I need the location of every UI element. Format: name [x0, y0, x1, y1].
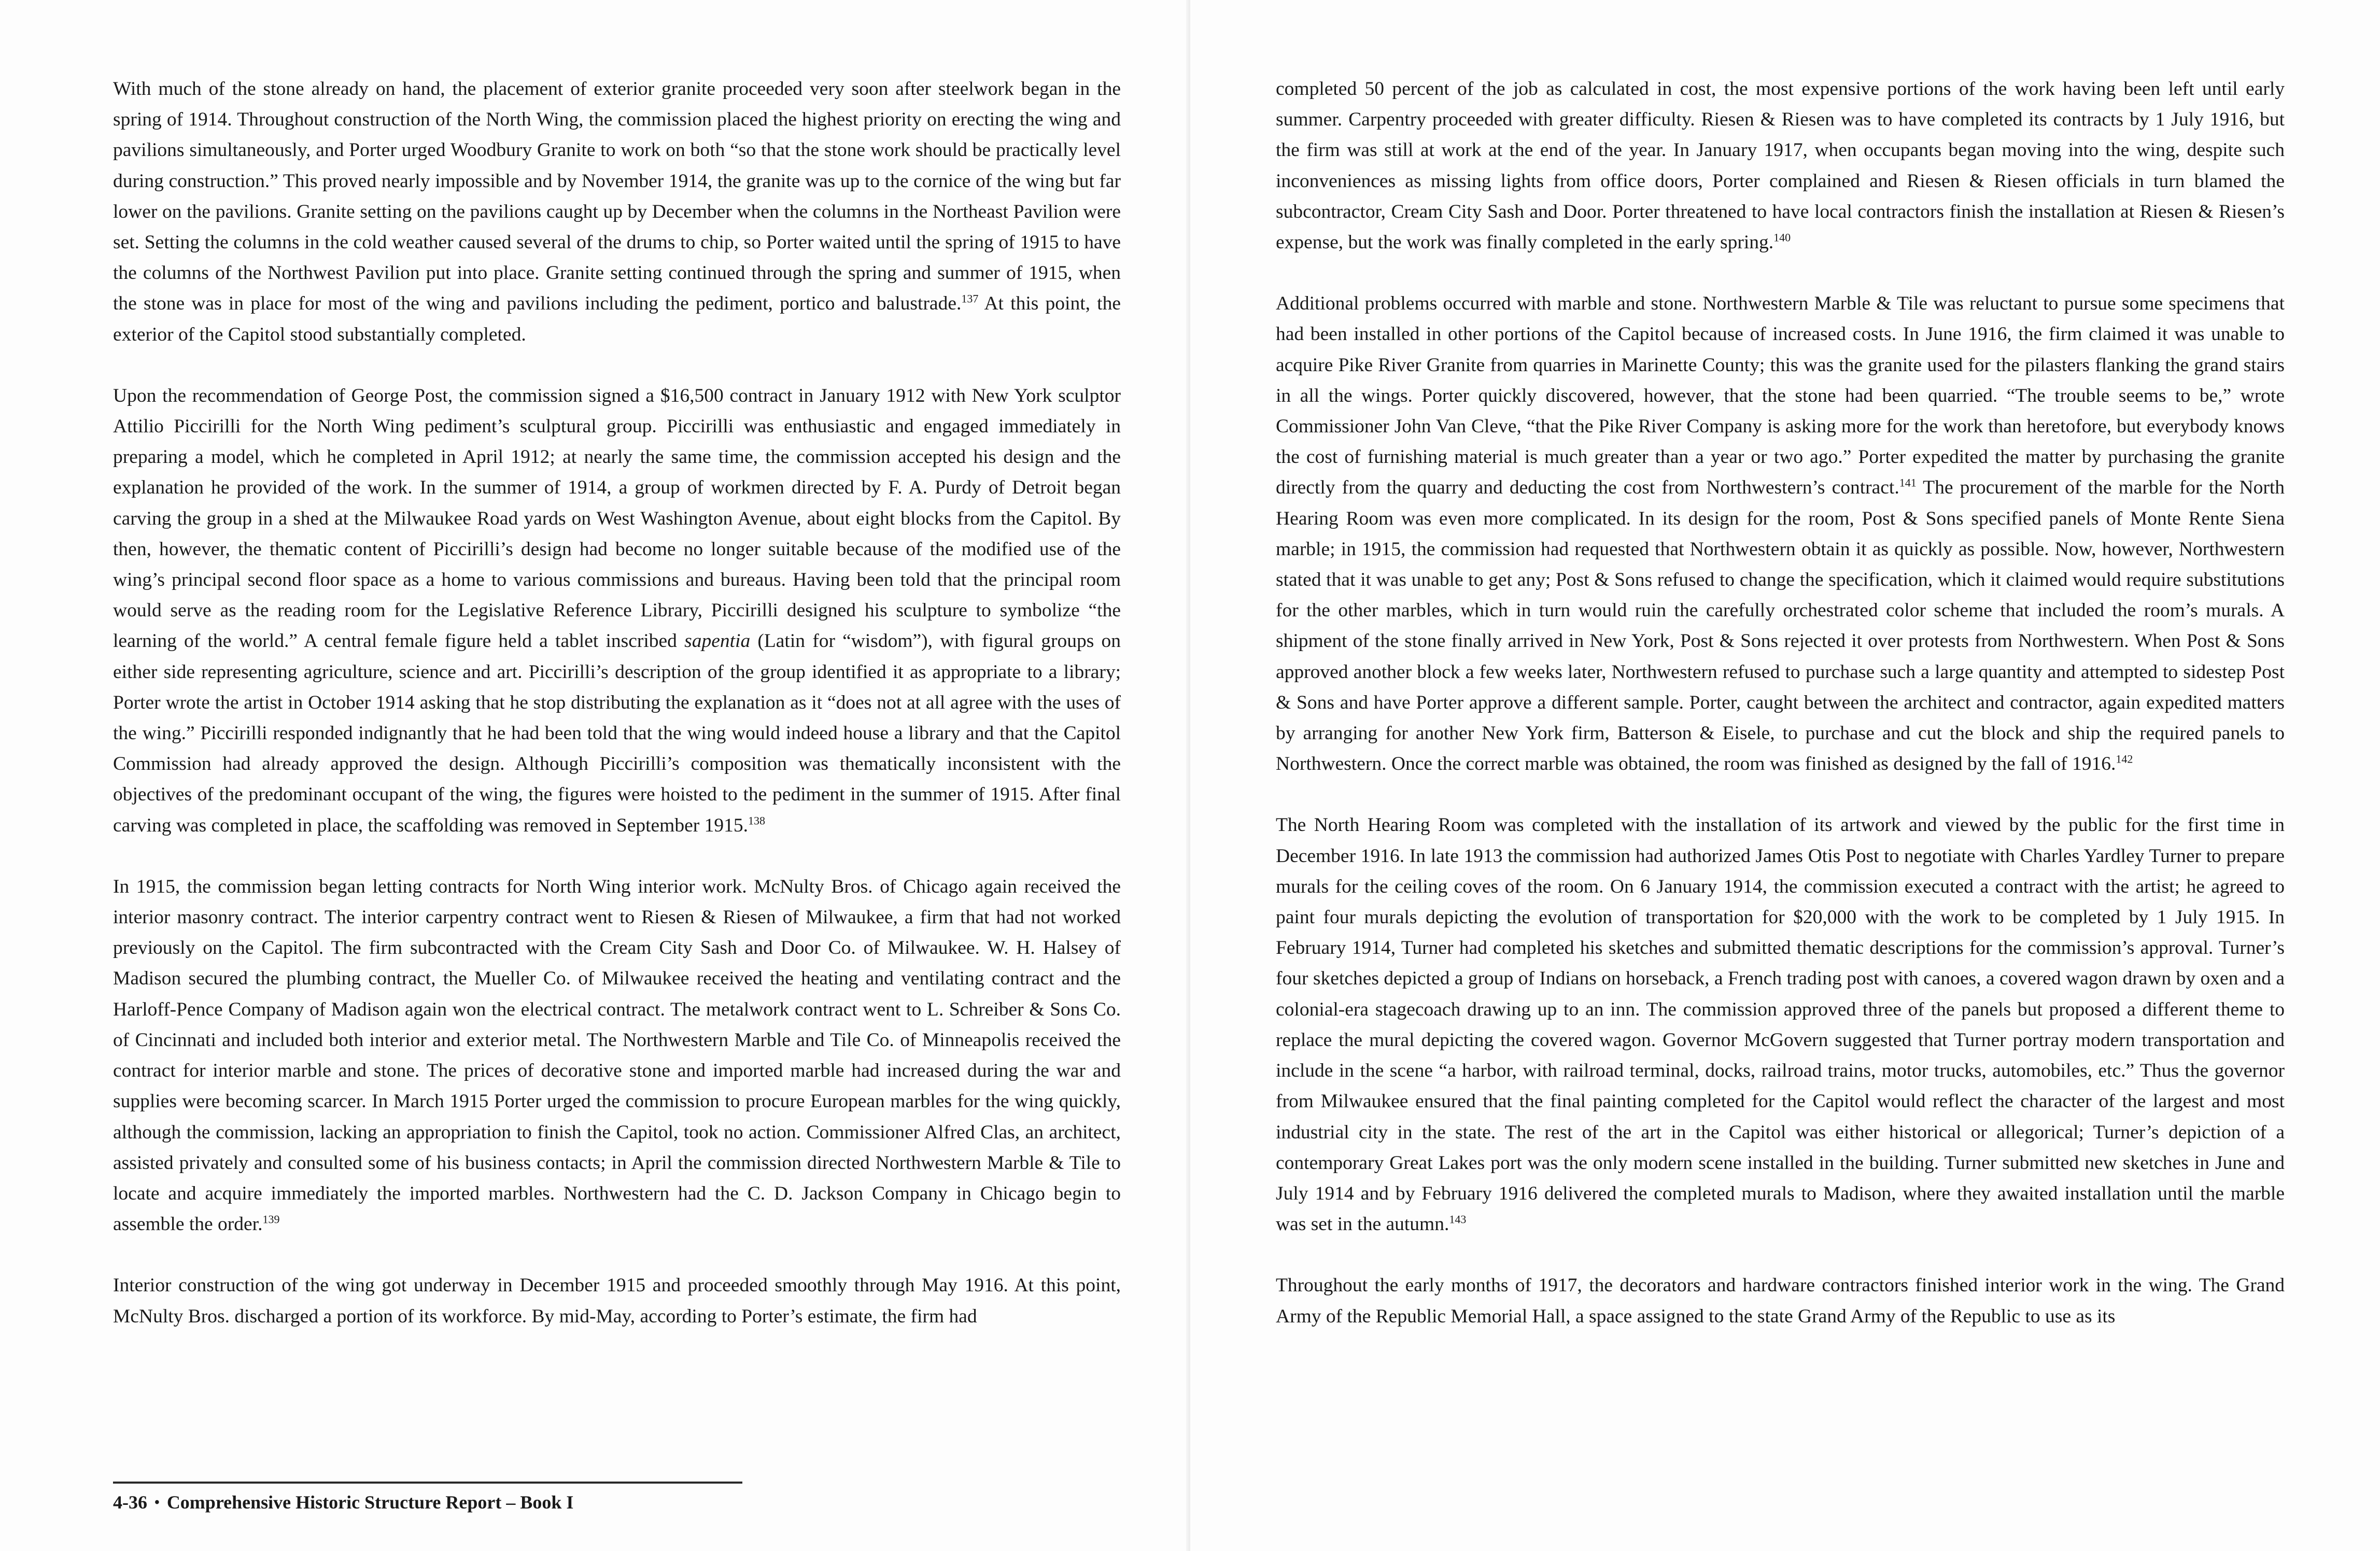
paragraph-memorial-hall: Throughout the early months of 1917, the decorators and hardware contractors finished interior work in the wing. The Grand Army of the Republic Memorial Hall, a space assigned to the state Grand Army of the Republic to use as its — [1276, 1275, 2285, 1327]
footer-rule — [113, 1482, 742, 1484]
footer-bullet: • — [154, 1494, 160, 1511]
footnote-ref-140: 140 — [1773, 231, 1791, 244]
paragraph-interior-contracts: In 1915, the commission began letting contracts for North Wing interior work. McNulty Bros. of Chicago again received the interior masonry contract. The interior carpentry contract went to Riesen & Riesen of Milwaukee, a firm that had not worked previously on the Capitol. The firm subcontracted with the Cream City Sash and Door Co. of Milwaukee. W. H. Halsey of Madison secured the plumbing contract, the Mueller Co. of Milwaukee received the heating and ventilating contract and the Harloff-Pence Company of Madison again won the electrical contract. The metalwork contract went to L. Schreiber & Sons Co. of Cincinnati and included both interior and exterior metal. The Northwestern Marble and Tile Co. of Minneapolis received the contract for interior marble and stone. The prices of decorative stone and imported marble had increased during the war and supplies were becoming scarcer. In March 1915 Porter urged the commission to procure European marbles for the wing quickly, although the commission, lacking an appropriation to finish the Capitol, took no action. Commissioner Alfred Clas, an architect, assisted privately and consulted some of his business contacts; in April the commission directed Northwestern Marble & Tile to locate and acquire immediately the imported marbles. Northwestern had the C. D. Jackson Company in Chicago begin to assemble the order.$^{139}$ — [113, 876, 1121, 1235]
right-text-column — [1276, 74, 2285, 1332]
italic-term: sapentia — [684, 630, 751, 652]
left-text-column — [113, 74, 1121, 1332]
footnote-ref-143: 143 — [1449, 1212, 1467, 1226]
footnote-ref-141: 141 — [1899, 476, 1917, 489]
paragraph-exterior-granite: With much of the stone already on hand, the placement of exterior granite proceeded very soon after steelwork began in the spring of 1914. Throughout construction of the North Wing, the commission placed the highest priority on erecting the wing and pavilions simultaneously, and Porter urged Woodbury Granite to work on both “so that the stone work should be practically level during construction.” This proved nearly impossible and by November 1914, the granite was up to the cornice of the wing but far lower on the pavilions. Granite setting on the pavilions caught up by December when the columns in the Northeast Pavilion were set. Setting the columns in the cold weather caused several of the drums to chip, so Porter waited until the spring of 1915 to have the columns of the Northwest Pavilion put into place. Granite setting continued through the spring and summer of 1915, when the stone was in place for most of the wing and pavilions including the pediment, portico and balustrade.$^{137}$ At this point, the exterior of the Capitol stood substantially completed. — [113, 78, 1121, 345]
paragraph-hearing-room: The North Hearing Room was completed with the installation of its artwork and viewed by the public for the first time in December 1916. In late 1913 the commission had authorized James Otis Post to negotiate with Charles Yardley Turner to prepare murals for the ceiling coves of the room. On 6 January 1914, the commission executed a contract with the artist; he agreed to paint four murals depicting the evolution of transportation for $20,000 with the work to be completed by 1 July 1915. In February 1914, Turner had completed his sketches and submitted thematic descriptions for the commission’s approval. Turner’s four sketches depicted a group of Indians on horseback, a French trading post with canoes, a covered wagon drawn by oxen and a colonial-era stagecoach drawing up to an inn. The commission approved three of the panels but proposed a different theme to replace the mural depicting the covered wagon. Governor McGovern suggested that Turner portray modern transportation and include in the scene “a harbor, with railroad terminal, docks, railroad trains, motor trucks, automobiles, etc.” Thus the governor from Milwaukee ensured that the final painting completed for the Capitol would reflect the character of the largest and most industrial city in the state. The rest of the art in the Capitol was either historical or allegorical; Turner’s depiction of a contemporary Great Lakes port was the only modern scene installed in the building. Turner submitted new sketches in June and July 1914 and by February 1916 delivered the completed murals to Madison, where they awaited installation until the marble was set in the autumn.$^{143}$ — [1276, 814, 2285, 1235]
page-number: 4-36 — [113, 1492, 147, 1513]
footnote-ref-138: 138 — [748, 814, 765, 827]
paragraph-interior-construction: Interior construction of the wing got underway in December 1915 and proceeded smoothly through May 1916. At this point, McNulty Bros. discharged a portion of its workforce. By mid-May, according to Porter’s estimate, the firm had — [113, 1275, 1121, 1327]
report-title: Comprehensive Historic Structure Report – Book I — [166, 1492, 574, 1513]
footnote-ref-137: 137 — [961, 292, 979, 305]
page-footer — [113, 1490, 573, 1515]
paragraph-pediment-sculpture: Upon the recommendation of George Post, the commission signed a $16,500 contract in January 1912 with New York sculptor Attilio Piccirilli for the North Wing pediment’s sculptural group. Piccirilli was enthusiastic and engaged immediately in preparing a model, which he completed in April 1912; at nearly the same time, the commission accepted his design and the explanation he provided of the work. In the summer of 1914, a group of workmen directed by F. A. Purdy of Detroit began carving the group in a shed at the Milwaukee Road yards on West Washington Avenue, about eight blocks from the Capitol. By then, however, the thematic content of Piccirilli’s design had become no longer suitable because of the modified use of the wing’s principal second floor space as a home to various commissions and bureaus. Having been told that the principal room would serve as the reading room for the Legislative Reference Library, Piccirilli designed his sculpture to symbolize “the learning of the world.” A central female figure held a tablet inscribed sapentia (Latin for “wisdom”), with figural groups on either side representing agriculture, science and art. Piccirilli’s description of the group identified it as appropriate to a library; Porter wrote the artist in October 1914 asking that he stop distributing the explanation as it “does not at all agree with the uses of the wing.” Piccirilli responded indignantly that he had been told that the wing would indeed house a library and that the Capitol Commission had already approved the design. Although Piccirilli’s composition was thematically inconsistent with the objectives of the predominant occupant of the wing, the figures were hoisted to the pediment in the summer of 1915. After final carving was completed in place, the scaffolding was removed in September 1915.$^{138}$ — [113, 385, 1121, 836]
footnote-ref-139: 139 — [262, 1212, 280, 1226]
paragraph-carpentry: completed 50 percent of the job as calculated in cost, the most expensive portions of the work having been left until early summer. Carpentry proceeded with greater difficulty. Riesen & Riesen was to have completed its contracts by 1 July 1916, but the firm was still at work at the end of the year. In January 1917, when occupants began moving into the wing, despite such inconveniences as missing lights from office doors, Porter complained and Riesen & Riesen officials in turn blamed the subcontractor, Cream City Sash and Door. Porter threatened to have local contractors finish the installation at Riesen & Riesen’s expense, but the work was finally completed in the early spring.$^{140}$ — [1276, 78, 2285, 253]
paragraph-marble-stone: Additional problems occurred with marble and stone. Northwestern Marble & Tile was reluctant to pursue some specimens that had been installed in other portions of the Capitol because of increased costs. In June 1916, the firm claimed it was unable to acquire Pike River Granite from quarries in Marinette County; this was the granite used for the pilasters flanking the grand stairs in all the wings. Porter quickly discovered, however, that the stone had been quarried. “The trouble seems to be,” wrote Commissioner John Van Cleve, “that the Pike River Company is asking more for the work than heretofore, but everybody knows the cost of furnishing material is much greater than a year or two ago.” Porter expedited the matter by purchasing the granite directly from the quarry and deducting the cost from Northwestern’s contract.$^{141}$ The procurement of the marble for the North Hearing Room was even more complicated. In its design for the room, Post & Sons specified panels of Monte Rente Siena marble; in 1915, the commission had requested that Northwestern obtain it as quickly as possible. Now, however, Northwestern stated that it was unable to get any; Post & Sons refused to change the specification, which it claimed would require substitutions for the other marbles, which in turn would ruin the carefully orchestrated color scheme that included the room’s murals. A shipment of the stone finally arrived in New York, Post & Sons rejected it over protests from Northwestern. When Post & Sons approved another block a few weeks later, Northwestern refused to purchase such a large quantity and attempted to sidestep Post & Sons and have Porter approve a different sample. Porter, caught between the architect and contractor, again expedited matters by arranging for another New York firm, Batterson & Eisele, to purchase and cut the block and ship the required panels to Northwestern. Once the correct marble was obtained, the room was finished as designed by the fall of 1916.$^{142}$ — [1276, 293, 2285, 775]
footnote-ref-142: 142 — [2116, 752, 2133, 766]
